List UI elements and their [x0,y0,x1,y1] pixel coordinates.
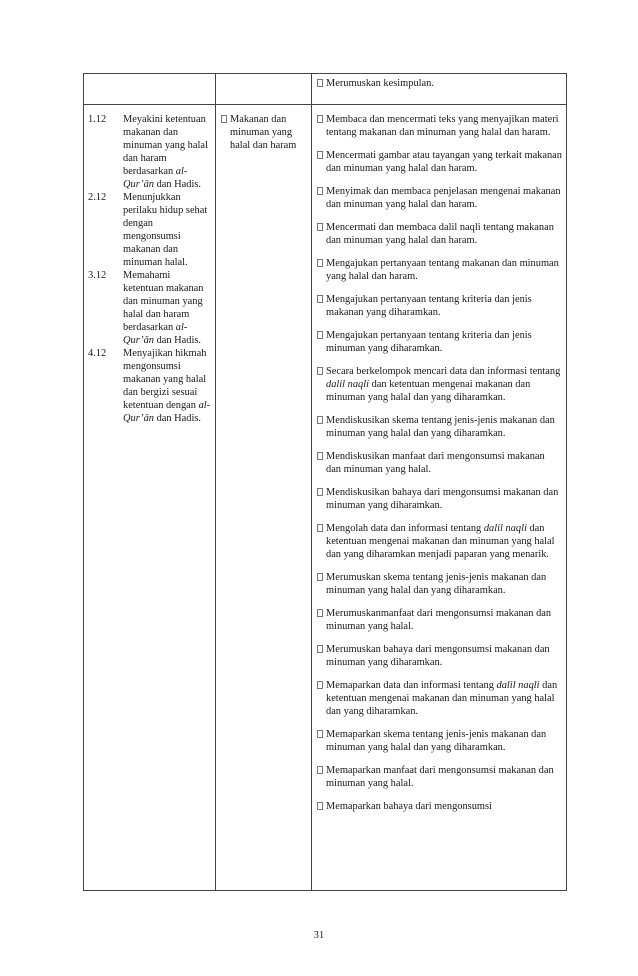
bullet-box-icon [317,730,323,738]
text-segment: Merumuskanmanfaat dari mengonsumsi makanan dan minuman yang halal. [326,608,552,632]
activity-text [326,330,532,354]
activity-item [312,293,562,319]
bullet-box-icon [317,295,323,303]
text-segment: Merumuskan bahaya dari mengonsumsi makanan dan minuman yang diharamkan. [326,644,550,668]
activity-item [312,486,562,512]
text-segment: dan Hadis. [153,413,202,424]
bullet-box-icon [317,331,323,339]
italic-term: dalil naqli [326,379,370,390]
activity-item [312,764,562,790]
text-segment: Memaparkan data dan informasi tentang [326,680,497,691]
activity-item [312,149,562,175]
activity-item [312,728,562,754]
activity-text [326,415,555,439]
text-segment: Mengajukan pertanyaan tentang makanan dan minuman yang halal dan haram. [326,258,559,282]
bullet-box-icon [317,79,323,87]
text-segment: Menyimak dan membaca penjelasan mengenai makanan dan minuman yang halal dan haram. [326,186,561,210]
activity-item [312,185,562,211]
activity-text [326,294,532,318]
competency-item [84,347,213,425]
text-segment: Mendiskusikan skema tentang jenis-jenis makanan dan minuman yang halal dan yang diharamkan. [326,415,555,439]
activity-item [312,329,562,355]
text-segment: Mengolah data dan informasi tentang [326,523,484,534]
activity-item [312,643,562,669]
competency-text [123,270,204,346]
activity-text [326,487,558,511]
activity-item [312,113,562,139]
italic-term: dalil naqli [483,523,527,534]
page-number: 31 [313,930,325,941]
activity-text [326,451,545,475]
text-segment: Mengajukan pertanyaan tentang kriteria dan jenis minuman yang diharamkan. [326,330,532,354]
bullet-box-icon [317,766,323,774]
bullet-box-icon [317,524,323,532]
activity-item [312,522,562,561]
activity-list [312,113,566,813]
text-segment: Membaca dan mencermati teks yang menyajikan materi tentang makanan dan minuman yang halal dan haram. [326,114,559,138]
text-segment: Secara berkelompok mencari data dan informasi tentang [326,366,561,377]
activity-text [326,729,546,753]
activity-item [312,414,562,440]
italic-term: al-Qur’ān [123,322,188,346]
activity-item [312,221,562,247]
activity-item [312,800,562,813]
text-segment: Memaparkan bahaya dari mengonsumsi [326,801,492,812]
competency-number: 3.12 [88,270,107,281]
activity-item [312,450,562,476]
activity-text [326,680,557,717]
bullet-box-icon [317,573,323,581]
activity-text [326,765,554,789]
text-segment: dan Hadis. [153,335,202,346]
competency-text [123,192,207,268]
bullet-box-icon [317,367,323,375]
text-segment: dan ketentuan mengenai makanan dan minuman yang halal dan yang diharamkan menjadi paparan yang menarik. [326,523,555,560]
activity-cell [312,74,567,105]
text-segment: dan Hadis. [153,179,202,190]
syllabus-table [83,73,567,891]
material-text: Makanan dan minuman yang halal dan haram [230,114,297,151]
activity-cell [312,105,567,891]
competency-cell [84,105,216,891]
text-segment: dan ketentuan mengenai makanan dan minuman yang halal dan yang diharamkan. [326,379,531,403]
competency-number: 2.12 [88,192,107,203]
bullet-box-icon [317,645,323,653]
text-segment: Memahami ketentuan makanan dan minuman yang halal dan haram berdasarkan [123,270,204,333]
activity-text [326,186,561,210]
competency-text [123,348,210,424]
material-cell [216,105,312,891]
italic-term: dalil naqli [496,680,540,691]
activity-item [312,571,562,597]
text-segment: Memaparkan skema tentang jenis-jenis makanan dan minuman yang halal dan yang diharamkan. [326,729,547,753]
activity-text [326,150,562,174]
text-segment: Memaparkan manfaat dari mengonsumsi makanan dan minuman yang halal. [326,765,554,789]
competency-list [84,113,215,425]
activity-item [312,679,562,718]
competency-number: 4.12 [88,348,107,359]
text-segment: dan ketentuan mengenai makanan dan minuman yang halal dan yang diharamkan. [326,680,558,717]
bullet-box-icon [317,681,323,689]
activity-text [326,366,560,403]
material-cell [216,74,312,105]
activity-item [312,365,562,404]
competency-item [84,269,213,347]
activity-item [312,607,562,633]
bullet-box-icon [221,115,227,123]
italic-term: al-Qur’ān [123,400,211,424]
table-row [84,74,567,105]
text-segment: Menunjukkan perilaku hidup sehat dengan mengonsumsi makanan dan minuman halal. [123,192,208,268]
bullet-box-icon [317,609,323,617]
competency-cell [84,74,216,105]
bullet-box-icon [317,416,323,424]
activity-text [326,801,492,812]
bullet-box-icon [317,802,323,810]
text-segment: Mencermati gambar atau tayangan yang terkait makanan dan minuman yang halal dan haram. [326,150,562,174]
competency-text [123,114,208,190]
bullet-box-icon [317,452,323,460]
activity-text [326,258,559,282]
bullet-box-icon [317,115,323,123]
activity-text [326,608,551,632]
bullet-box-icon [317,151,323,159]
bullet-box-icon [317,259,323,267]
text-segment: Merumuskan skema tentang jenis-jenis makanan dan minuman yang halal dan yang diharamkan. [326,572,547,596]
competency-number: 1.12 [88,114,107,125]
italic-term: al-Qur’ān [123,166,188,190]
text-segment: Meyakini ketentuan makanan dan minuman yang halal dan haram berdasarkan [123,114,208,177]
text-segment: Mendiskusikan manfaat dari mengonsumsi makanan dan minuman yang halal. [326,451,545,475]
competency-item [84,113,213,191]
activity-item [312,77,562,90]
activity-text: Merumuskan kesimpulan. [326,78,434,89]
bullet-box-icon [317,223,323,231]
bullet-box-icon [317,488,323,496]
competency-item [84,191,213,269]
activity-text [326,114,559,138]
text-segment: Mengajukan pertanyaan tentang kriteria dan jenis makanan yang diharamkan. [326,294,532,318]
activity-text [326,222,554,246]
activity-item [312,257,562,283]
activity-text [326,523,555,560]
text-segment: Menyajikan hikmah mengonsumsi makanan yang halal dan bergizi sesuai ketentuan dengan [123,348,207,411]
material-item [216,113,311,152]
activity-text [326,644,550,668]
table-row [84,105,567,891]
bullet-box-icon [317,187,323,195]
text-segment: Mencermati dan membaca dalil naqli tentang makanan dan minuman yang halal dan haram. [326,222,554,246]
text-segment: Mendiskusikan bahaya dari mengonsumsi makanan dan minuman yang diharamkan. [326,487,559,511]
activity-text [326,572,546,596]
